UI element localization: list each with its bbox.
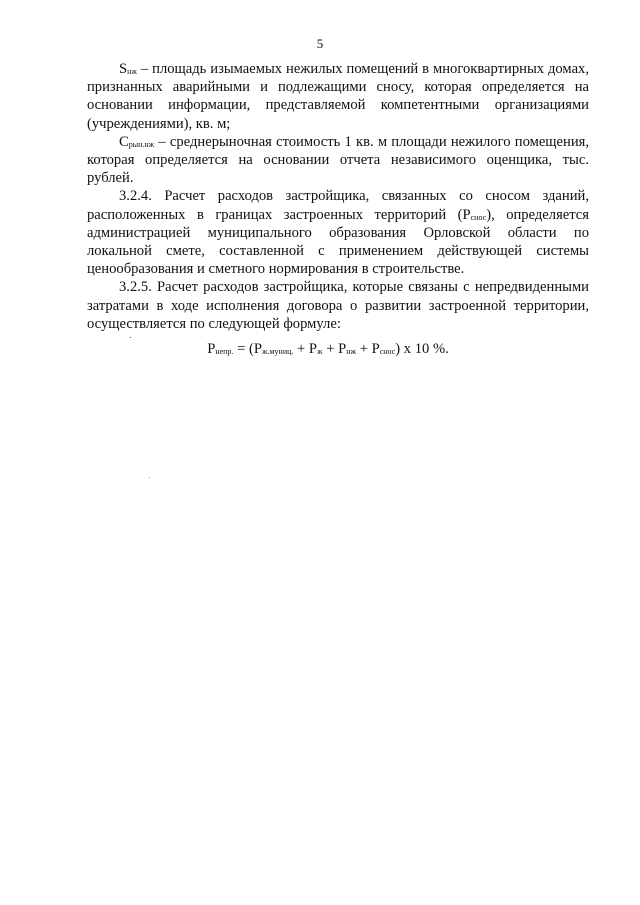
symbol-subscript: нж [127,67,137,76]
formula-lhs: P [207,341,216,357]
document-body [87,60,589,333]
formula-term: P [253,341,262,357]
definition-text: – площадь изымаемых нежилых помещений в многоквартирных домах, признанных аварийными и подлежащими сносу, которая определяется на основании информации, представляемой компетентными организациями (учреждениями), кв. м; [87,61,589,132]
formula-plus: + [356,341,372,357]
definition-c-ryn-nzh [87,133,589,188]
scan-speck [149,477,150,478]
clause-3-2-5 [87,278,589,333]
symbol-subscript: рын.нж [128,139,155,149]
formula-plus: + [322,341,339,357]
page-number: 5 [316,36,324,51]
formula-term-sub: ж.муниц. [261,347,294,356]
formula-lhs-sub: непр. [215,347,234,356]
definition-text: – среднерыночная стоимость 1 кв. м площади нежилого помещения, которая определяется на основании отчета независимого оценщика, тыс. рублей. [87,133,589,187]
definition-s-nzh [87,60,589,133]
symbol: C [119,133,129,150]
clause-text: 3.2.4. Расчет расходов застройщика, связанных со сносом зданий, расположенных в границах застроенных территорий (P [87,188,589,223]
formula-term: P [338,341,347,357]
formula-term-sub: снос [379,347,396,356]
scan-speck [130,337,131,338]
formula-term-sub: ж [317,347,323,356]
clause-text: 3.2.5. Расчет расходов застройщика, которые связаны с непредвиденными затратами в ходе исполнения договора о развитии застроенной территории, осуществляется по следующей формуле: [87,279,589,332]
clause-3-2-4 [87,187,589,278]
formula-term: P [371,341,380,357]
formula-equals: = ( [233,341,254,357]
formula-plus: + [293,341,309,357]
symbol: S [119,61,128,77]
formula-tail: ) x 10 %. [395,341,449,357]
inline-subscript: снос [470,212,487,222]
formula-term: P [308,341,318,357]
formula-p-nepr [0,340,640,358]
clause-text-continued: ), определяется администрацией муниципального образования Орловской области по локальной смете, составленной с применением действующей системы ценообразования и сметного нормирования в строительстве. [87,206,590,278]
formula-term-sub: нж [346,347,357,356]
